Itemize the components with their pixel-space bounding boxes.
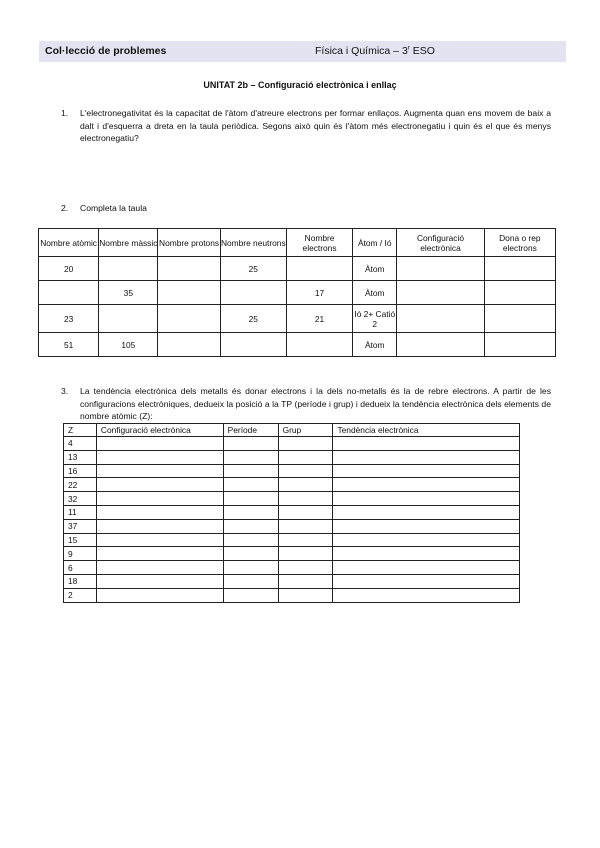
z-value-cell: 2: [64, 588, 97, 602]
table-cell: [484, 333, 555, 357]
z-value-cell: 15: [64, 533, 97, 547]
question-2-number: 2.: [61, 203, 69, 213]
table-cell: [96, 519, 223, 533]
subject-sup: r: [407, 45, 410, 52]
table-cell: [96, 547, 223, 561]
table-cell: [223, 519, 278, 533]
table-cell: [96, 561, 223, 575]
table-cell: [96, 574, 223, 588]
table-cell: [397, 333, 484, 357]
table-cell: [333, 492, 520, 506]
table-row: [64, 492, 520, 506]
table-cell: [96, 492, 223, 506]
table-cell: [333, 464, 520, 478]
table-cell: [223, 478, 278, 492]
table-cell: [484, 257, 555, 281]
header-period: Període: [223, 424, 278, 437]
table-cell: [278, 588, 333, 602]
table-cell: [333, 561, 520, 575]
document-header: [39, 41, 566, 62]
table-cell: [223, 492, 278, 506]
table-row: [64, 464, 520, 478]
table-cell: [333, 533, 520, 547]
table-cell: [158, 305, 220, 333]
table-cell: [99, 257, 158, 281]
table-cell: 21: [286, 305, 352, 333]
table-row: [64, 547, 520, 561]
z-value-cell: 18: [64, 574, 97, 588]
table-cell: [278, 574, 333, 588]
table-atoms: [38, 228, 556, 357]
table-cell: [96, 533, 223, 547]
table-cell: [223, 464, 278, 478]
table-cell: [223, 547, 278, 561]
table-cell: [223, 588, 278, 602]
table-row: [64, 574, 520, 588]
table-cell: [397, 305, 484, 333]
table-row: [64, 450, 520, 464]
table-cell: [158, 257, 220, 281]
header-configuration: Configuració electrònica: [397, 229, 484, 257]
header-group: Grup: [278, 424, 333, 437]
table-elements: [63, 423, 520, 603]
table-cell: Ió 2+ Catió 2: [353, 305, 397, 333]
table-cell: [278, 492, 333, 506]
table-cell: [96, 505, 223, 519]
table-cell: [278, 450, 333, 464]
table-cell: [39, 281, 99, 305]
table-cell: [333, 505, 520, 519]
table-row: [39, 257, 556, 281]
table-cell: 25: [220, 257, 286, 281]
table-cell: [333, 588, 520, 602]
table-row: [64, 437, 520, 451]
table-cell: [96, 450, 223, 464]
z-value-cell: 22: [64, 478, 97, 492]
table-cell: [96, 437, 223, 451]
table-cell: [96, 588, 223, 602]
table-cell: [397, 257, 484, 281]
table-cell: [278, 533, 333, 547]
table-row: [64, 561, 520, 575]
table-cell: [223, 450, 278, 464]
table-cell: [223, 574, 278, 588]
table-cell: [278, 478, 333, 492]
table-row: [39, 281, 556, 305]
table-cell: [286, 257, 352, 281]
table-cell: 25: [220, 305, 286, 333]
table-cell: Àtom: [353, 281, 397, 305]
z-value-cell: 16: [64, 464, 97, 478]
table-row: [64, 478, 520, 492]
z-value-cell: 4: [64, 437, 97, 451]
table-cell: [278, 437, 333, 451]
table-cell: [333, 437, 520, 451]
table-cell: [333, 478, 520, 492]
header-mass-number: Nombre màssic: [99, 229, 158, 257]
table-cell: [278, 547, 333, 561]
table-cell: [223, 437, 278, 451]
table-cell: [96, 464, 223, 478]
table-row: [64, 505, 520, 519]
table-cell: [484, 281, 555, 305]
table-row: [64, 588, 520, 602]
table-cell: [158, 281, 220, 305]
collection-title: Col·lecció de problemes: [45, 45, 167, 57]
table-cell: 20: [39, 257, 99, 281]
table-cell: [333, 519, 520, 533]
z-value-cell: 6: [64, 561, 97, 575]
table-cell: [96, 478, 223, 492]
table-cell: 23: [39, 305, 99, 333]
subject-label: [315, 45, 435, 57]
unit-title: UNITAT 2b – Configuració electrònica i enllaç: [203, 80, 397, 90]
z-value-cell: 13: [64, 450, 97, 464]
header-atom-ion: Àtom / Ió: [353, 229, 397, 257]
table-cell: [278, 505, 333, 519]
table-header-row: [64, 424, 520, 437]
table-cell: [278, 519, 333, 533]
header-z: Z: [64, 424, 97, 437]
table-cell: [278, 464, 333, 478]
table-cell: [333, 547, 520, 561]
table-cell: [278, 561, 333, 575]
table-cell: 105: [99, 333, 158, 357]
table-row: [64, 533, 520, 547]
table-row: [64, 519, 520, 533]
table-cell: Àtom: [353, 257, 397, 281]
elements-table-body: [64, 437, 520, 603]
header-protons: Nombre protons: [158, 229, 220, 257]
table-cell: [484, 305, 555, 333]
table-row: [39, 333, 556, 357]
table-cell: [333, 450, 520, 464]
z-value-cell: 11: [64, 505, 97, 519]
table-cell: Àtom: [353, 333, 397, 357]
table-cell: [158, 333, 220, 357]
table-cell: 17: [286, 281, 352, 305]
question-2-text: Completa la taula: [80, 203, 147, 213]
table-cell: 51: [39, 333, 99, 357]
z-value-cell: 32: [64, 492, 97, 506]
question-1-number: 1.: [61, 108, 69, 118]
z-value-cell: 9: [64, 547, 97, 561]
z-value-cell: 37: [64, 519, 97, 533]
table-cell: [223, 533, 278, 547]
header-configuration: Configuració electrònica: [96, 424, 223, 437]
table-cell: [99, 305, 158, 333]
table-cell: 35: [99, 281, 158, 305]
question-3-text: La tendència electrònica dels metalls és donar electrons i la dels no-metalls és la de rebre electrons. A partir de les configuracions electròniques, dedueix la posició a la TP (període i grup) i dedueix la tendència electrònica dels elements de nombre atòmic (Z):: [80, 386, 551, 421]
header-neutrons: Nombre neutrons: [220, 229, 286, 257]
header-atomic-number: Nombre atòmic: [39, 229, 99, 257]
table-cell: [220, 333, 286, 357]
table-cell: [220, 281, 286, 305]
table-cell: [223, 505, 278, 519]
subject-course: ESO: [409, 45, 435, 57]
table-header-row: [39, 229, 556, 257]
question-1-text: L'electronegativitat és la capacitat de l'àtom d'atreure electrons per formar enllaços. Augmenta quan ens movem de baix a dalt i d'esquerra a dreta en la taula periòdica. Segons això quin és l'àtom més electronegatiu i quin és el que és menys electronegatiu?: [80, 108, 551, 143]
table-cell: [397, 281, 484, 305]
table-row: [39, 305, 556, 333]
table-cell: [333, 574, 520, 588]
question-3-number: 3.: [61, 386, 69, 396]
table-cell: [223, 561, 278, 575]
header-gives-receives: Dona o rep electrons: [484, 229, 555, 257]
header-electrons: Nombre electrons: [286, 229, 352, 257]
subject-text: Física i Química – 3: [315, 45, 408, 57]
table-cell: [286, 333, 352, 357]
header-tendency: Tendència electrònica: [333, 424, 520, 437]
